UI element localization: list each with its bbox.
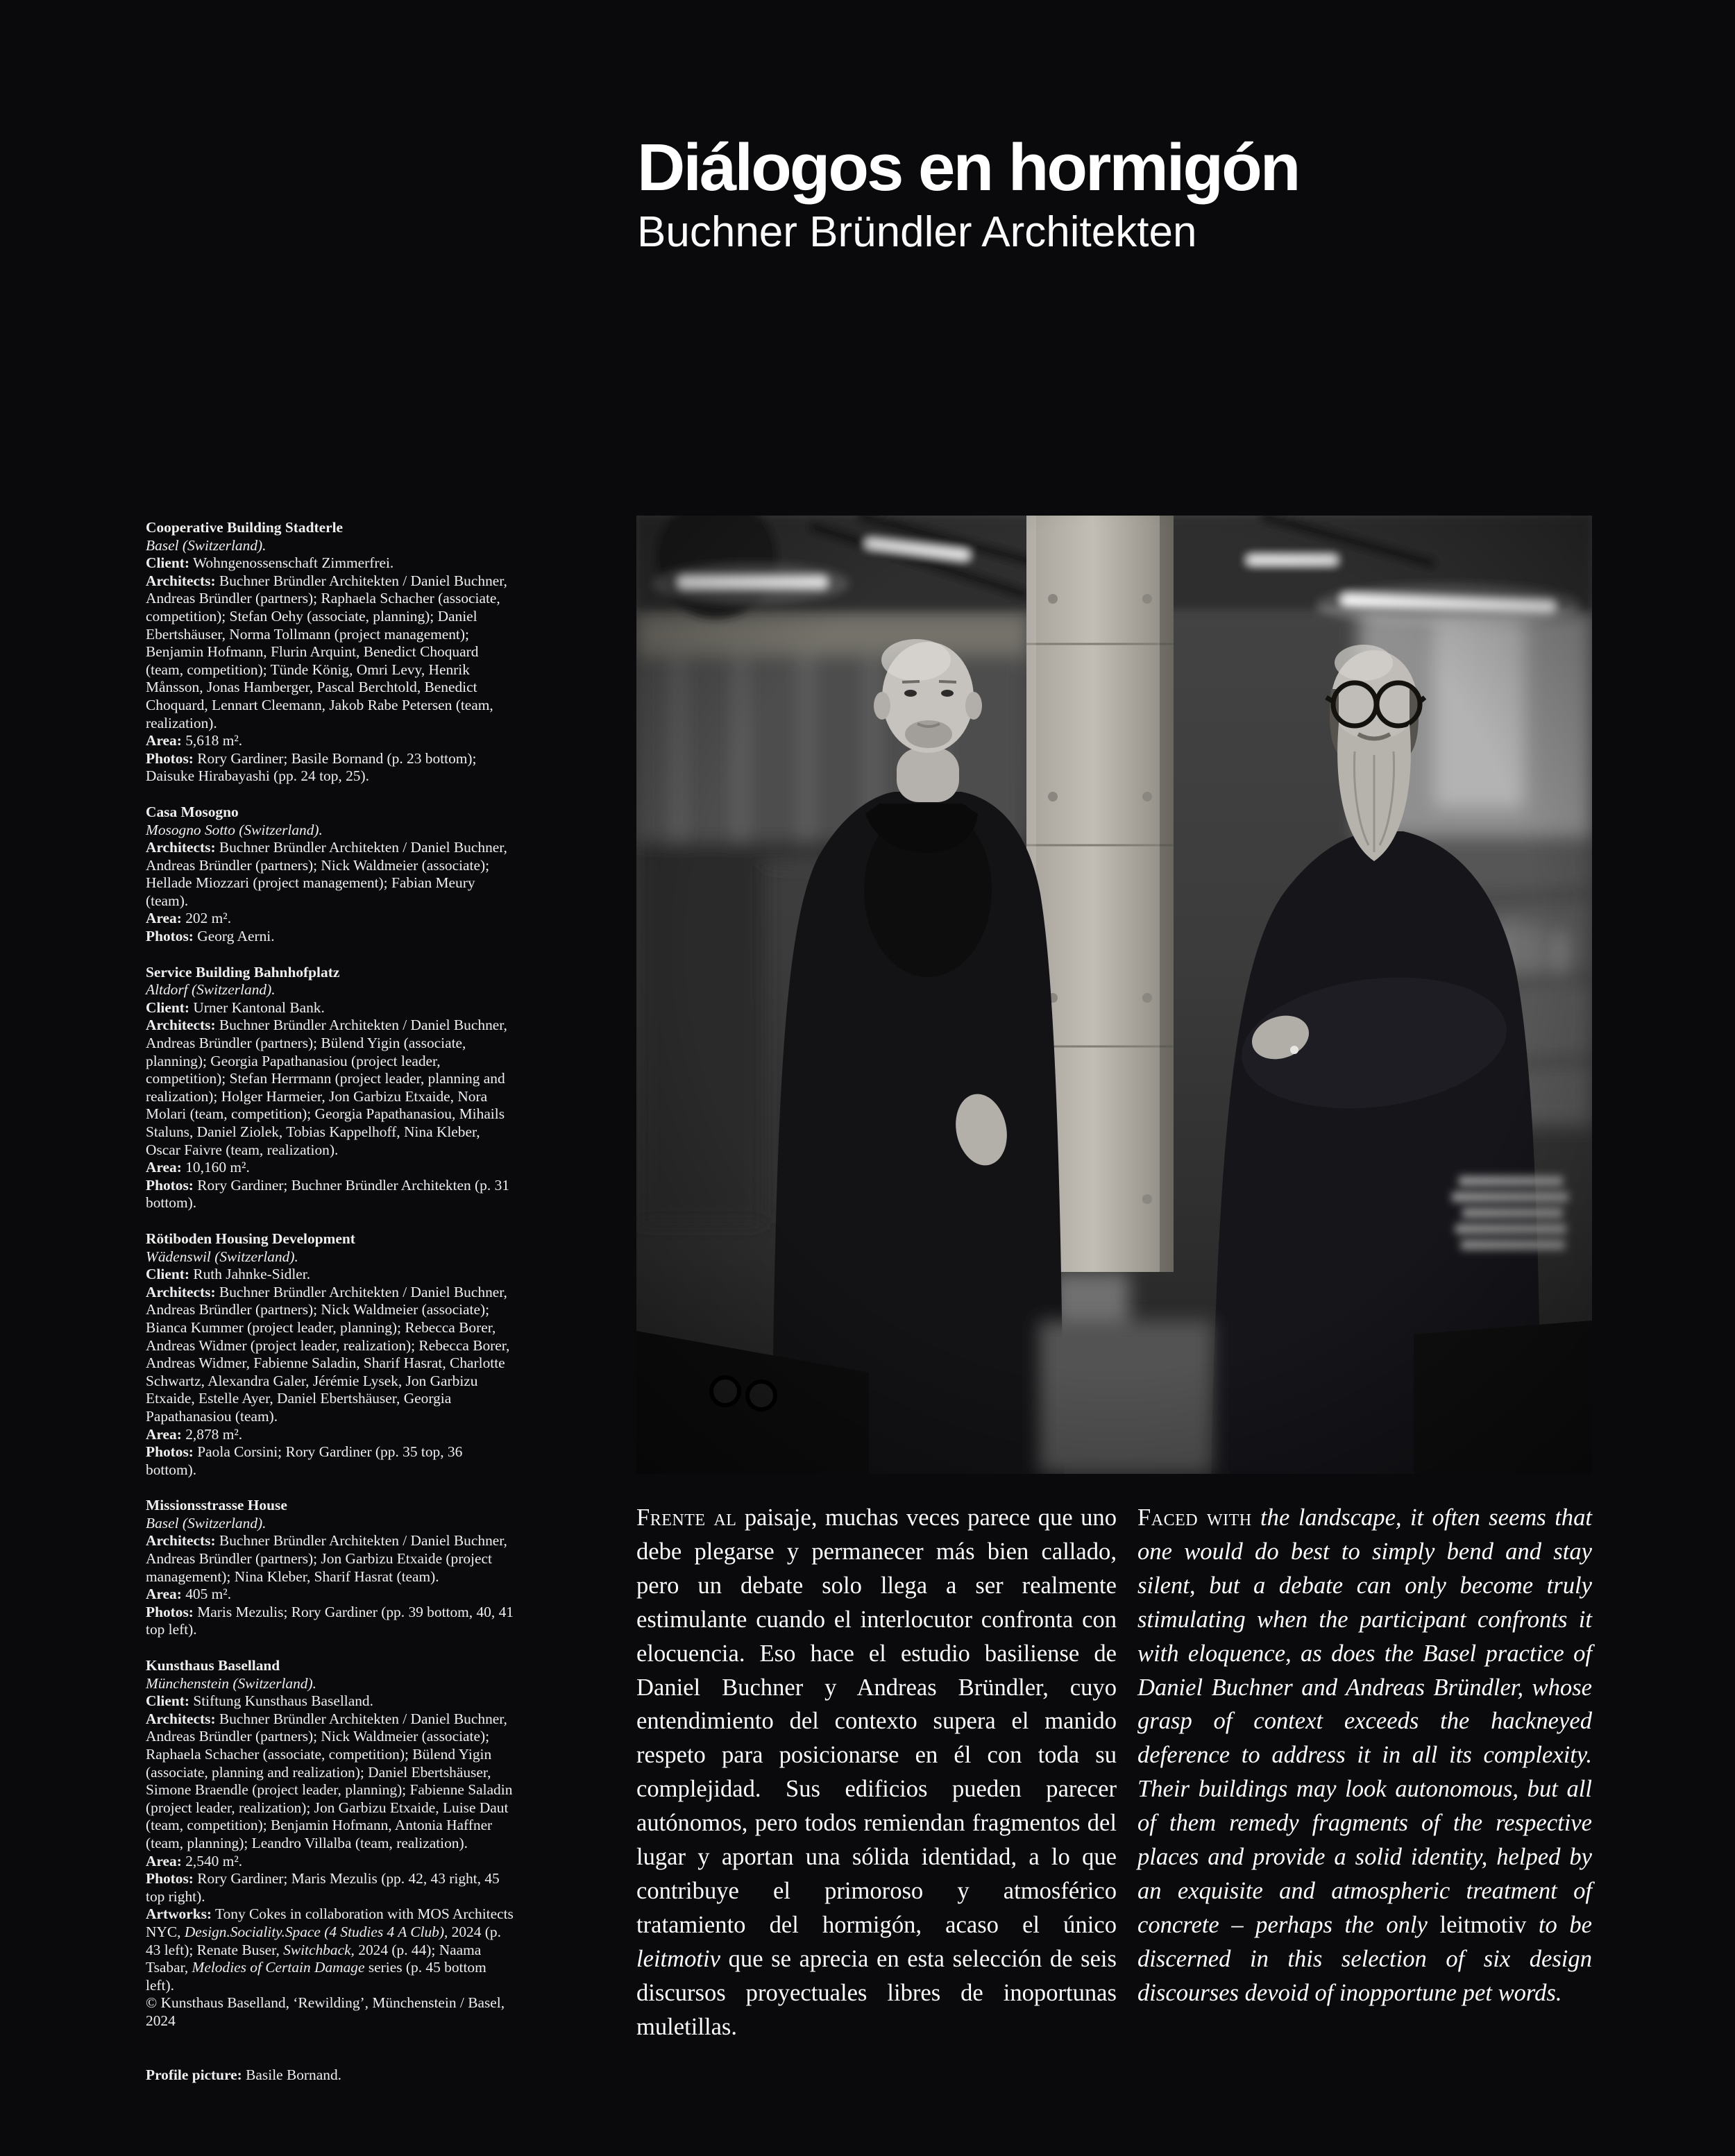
credit-row: Client: Urner Kantonal Bank.: [146, 999, 325, 1016]
credit-row: Area: 5,618 m².: [146, 732, 243, 749]
intro-english-body: the landscape, it often seems that one would do best to simply bend and stay silent, but a debate can only become truly stimulating when the participant confronts it with eloquence, as does the Basel practice of Daniel Buchner and Andreas Bründler, whose grasp of context exceeds the hackneyed deference to address it in all its complexity. Their buildings may look autonomous, but all of them remedy fragments of the respective places and provide a solid identity, helped by an exquisite and atmospheric treatment of concrete – perhaps the only: [1137, 1504, 1592, 1938]
credit-row-label: Photos:: [146, 1176, 194, 1194]
credit-row: Architects: Buchner Bründler Architekten / Daniel Buchner, Andreas Bründler (partners); Nick Waldmeier (associate); Bianca Kummer (project leader, planning); Rebecca Borer, Andreas Widmer (project leader, realization); Rebecca Borer, Andreas Widmer, Fabienne Saladin, Sharif Hasrat, Charlotte Schwartz, Alexandra Galer, Jérémie Lysek, Jon Garbizu Etxaide, Estelle Ayer, Daniel Ebertshäuser, Georgia Papathanasiou (team).: [146, 1283, 510, 1425]
credit-block-title: Cooperative Building Stadterle: [146, 519, 344, 536]
credit-row-label: Artworks:: [146, 1905, 212, 1923]
credit-block: [146, 1230, 515, 1479]
credit-row: Photos: Maris Mezulis; Rory Gardiner (pp. 39 bottom, 40, 41 top left).: [146, 1603, 514, 1638]
intro-spanish-lead: Frente al: [636, 1504, 737, 1531]
credit-row: © Kunsthaus Baselland, ‘Rewilding’, Münchenstein / Basel, 2024: [146, 1994, 505, 2029]
credit-row-label: Area:: [146, 732, 182, 749]
credit-artwork-title: Melodies of Certain Damage: [192, 1959, 365, 1976]
credit-row-label: Area:: [146, 1586, 182, 1603]
credit-block-title: Kunsthaus Baselland: [146, 1657, 280, 1674]
credit-row-text: , 2024 (p. 43 left); Renate Buser,: [146, 1923, 501, 1958]
credit-artwork-title: Switchback,: [283, 1941, 355, 1958]
credit-block-title: Casa Mosogno: [146, 803, 239, 820]
credit-row-label: Photos:: [146, 1870, 194, 1887]
credit-row-text: series (p. 45 bottom left).: [146, 1959, 486, 1994]
credit-row: [146, 1905, 515, 1994]
credit-row-label: Client:: [146, 1692, 189, 1710]
page-title: Diálogos en hormigón: [637, 130, 1299, 205]
credit-row: Photos: Rory Gardiner; Basile Bornand (p. 23 bottom); Daisuke Hirabayashi (pp. 24 top, 25).: [146, 749, 477, 785]
intro-spanish-body: paisaje, muchas veces parece que uno debe plegarse y permanecer más bien callado, pero un debate solo llega a ser realmente estimulante cuando el interlocutor confronta con elocuencia. Eso hace el estudio basiliense de Daniel Buchner y Andreas Bründler, cuyo entendimiento del contexto supera el manido respeto para posicionarse en él con toda su complejidad. Sus edificios pueden parecer autónomos, pero todos remiendan fragmentos del lugar y aportan una sólida identidad, a lo que contribuye el primoroso y atmosférico tratamiento del hormigón, acaso el único: [636, 1504, 1117, 1938]
credit-block-location: Münchenstein (Switzerland).: [146, 1674, 316, 1692]
credit-row: Photos: Georg Aerni.: [146, 928, 275, 945]
credit-row-label: Area:: [146, 1159, 182, 1176]
credit-block: [146, 804, 515, 946]
credit-row: Photos: Paola Corsini; Rory Gardiner (pp. 35 top, 36 bottom).: [146, 1443, 463, 1478]
credit-block: [146, 1497, 515, 1639]
credit-row-label: Photos:: [146, 1443, 194, 1461]
credit-row-label: Architects:: [146, 1532, 216, 1550]
photo-illustration: [636, 516, 1592, 1474]
credits-column: [146, 519, 515, 2084]
page-subtitle: Buchner Bründler Architekten: [637, 207, 1197, 256]
credit-row: Photos: Rory Gardiner; Buchner Bründler Architekten (p. 31 bottom).: [146, 1176, 509, 1212]
credit-row-label: Photos:: [146, 1603, 194, 1620]
credit-block-location: Altdorf (Switzerland).: [146, 981, 276, 999]
intro-english-tail: to be discerned in this selection of six design discourses devoid of inopportune pet words.: [1137, 1911, 1593, 2006]
credit-row: Architects: Buchner Bründler Architekten / Daniel Buchner, Andreas Bründler (partners); Nick Waldmeier (associate); Raphaela Schacher (associate, competition); Bülend Yigin (associate, planning and realization); Daniel Ebertshäuser, Simone Braendle (project leader, planning); Fabienne Saladin (project leader, realization); Jon Garbizu Etxaide, Luise Daut (team, competition); Benjamin Hofmann, Antonia Haffner (team, planning); Leandro Villalba (team, realization).: [146, 1710, 513, 1851]
credit-row: Client: Stiftung Kunsthaus Baselland.: [146, 1692, 373, 1710]
credit-row: Area: 405 m².: [146, 1586, 232, 1603]
credit-row-label: Area:: [146, 1425, 182, 1443]
credit-row-label: Area:: [146, 910, 182, 927]
credit-block-title: Missionsstrasse House: [146, 1497, 287, 1514]
credit-row-label: Client:: [146, 1266, 189, 1283]
architects-photo: [636, 516, 1592, 1474]
credit-row: Area: 10,160 m².: [146, 1159, 250, 1176]
credit-row: Architects: Buchner Bründler Architekten / Daniel Buchner, Andreas Bründler (partners); Bülend Yigin (associate, planning); Georgia Papathanasiou (project leader, competition); Stefan Herrmann (project leader, planning and realization); Holger Harmeier, Jon Garbizu Etxaide, Nora Molari (team, competition); Georgia Papathanasiou, Mihails Staluns, Daniel Ziolek, Tobias Kappelhoff, Nina Kleber, Oscar Faivre (team, realization).: [146, 1017, 507, 1158]
page-title-block: [637, 130, 1299, 256]
credit-row: Client: Ruth Jahnke-Sidler.: [146, 1266, 311, 1283]
credit-row-label: Photos:: [146, 928, 194, 945]
credit-row: Photos: Rory Gardiner; Maris Mezulis (pp. 42, 43 right, 45 top right).: [146, 1870, 500, 1905]
credit-block: [146, 964, 515, 1212]
credit-block-title: Rötiboden Housing Development: [146, 1230, 355, 1247]
profile-picture-credit: Profile picture: Basile Bornand.: [146, 2066, 341, 2083]
credit-row: Area: 2,540 m².: [146, 1852, 243, 1869]
credit-row-label: Architects:: [146, 1017, 216, 1034]
intro-spanish-tail: que se aprecia en esta selección de seis discursos proyectuales libres de inoportunas muletillas.: [636, 1945, 1117, 2040]
credit-row: Architects: Buchner Bründler Architekten / Daniel Buchner, Andreas Bründler (partners); Jon Garbizu Etxaide (project management); Nina Kleber, Sharif Hasrat (team).: [146, 1532, 507, 1585]
credit-row-label: Architects:: [146, 839, 216, 856]
credit-block-location: Mosogno Sotto (Switzerland).: [146, 821, 323, 838]
intro-spanish: [636, 1501, 1117, 2044]
intro-spanish-emphasis: leitmotiv: [636, 1945, 720, 1972]
credit-row-text: Tony Cokes in collaboration with MOS Architects NYC,: [146, 1905, 514, 1940]
credit-block: [146, 519, 515, 786]
credit-block-title: Service Building Bahnhofplatz: [146, 963, 340, 981]
credit-row: Architects: Buchner Bründler Architekten / Daniel Buchner, Andreas Bründler (partners); Raphaela Schacher (associate, competition); Stefan Oehy (associate, planning); Daniel Ebertshäuser, Norma Tollmann (project management); Benjamin Hofmann, Flurin Arquint, Benedict Choquard (team, competition); Tünde König, Omri Levy, Henrik Månsson, Jonas Hamberger, Pascal Berchtold, Benedict Choquard, Lennart Cleemann, Jakob Rabe Petersen (team, realization).: [146, 572, 507, 731]
credit-row-label: Architects:: [146, 1283, 216, 1300]
credit-row: Client: Wohngenossenschaft Zimmerfrei.: [146, 554, 394, 572]
credit-row-label: Photos:: [146, 749, 194, 767]
credit-block-location: Basel (Switzerland).: [146, 1514, 266, 1531]
credit-row-label: Area:: [146, 1852, 182, 1869]
intro-english-lead: Faced with: [1137, 1504, 1252, 1531]
credit-row-label: Client:: [146, 554, 189, 572]
credit-row: Area: 202 m².: [146, 910, 232, 927]
credit-row-label: Profile picture:: [146, 2066, 242, 2083]
credit-block-location: Basel (Switzerland).: [146, 536, 266, 554]
credit-block: [146, 1657, 515, 2030]
credit-row-label: Architects:: [146, 572, 216, 589]
credit-block-location: Wädenswil (Switzerland).: [146, 1248, 298, 1265]
credit-artwork-title: Design.Sociality.Space (4 Studies 4 A Club): [184, 1923, 444, 1940]
intro-english: [1137, 1501, 1592, 2010]
credit-row: Architects: Buchner Bründler Architekten / Daniel Buchner, Andreas Bründler (partners); Nick Waldmeier (associate); Hellade Miozzari (project management); Fabian Meury (team).: [146, 839, 507, 909]
credit-row-text: 2024 (p. 44); Naama Tsabar,: [146, 1941, 482, 1976]
credit-row-label: Architects:: [146, 1710, 216, 1727]
credit-row-label: Client:: [146, 999, 189, 1016]
credit-row: Area: 2,878 m².: [146, 1425, 243, 1443]
intro-english-emphasis: leitmotiv: [1439, 1911, 1527, 1938]
